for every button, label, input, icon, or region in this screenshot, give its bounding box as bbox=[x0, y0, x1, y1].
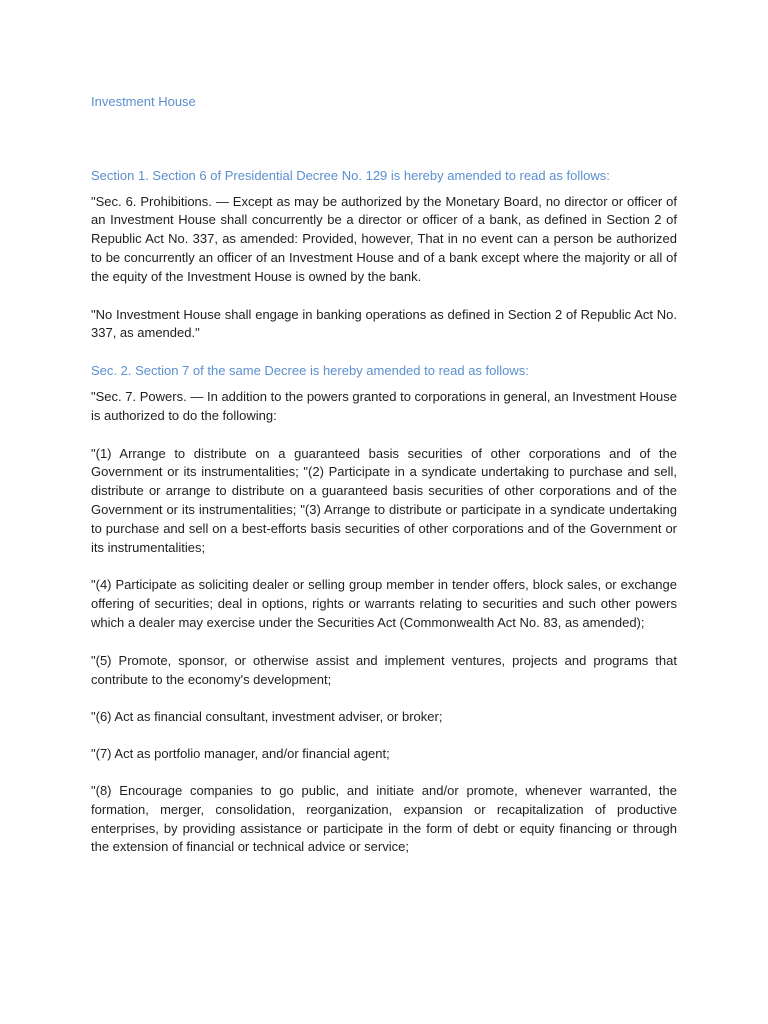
power-item-6: "(6) Act as financial consultant, investment adviser, or broker; bbox=[91, 709, 443, 725]
document-title: Investment House bbox=[91, 94, 196, 109]
sec-7-intro-paragraph: "Sec. 7. Powers. — In addition to the powers granted to corporations in general, an Investment House is authorized to do the following: bbox=[91, 388, 677, 423]
sec-6-paragraph-banking-operations: "No Investment House shall engage in banking operations as defined in Section 2 of Republic Act No. 337, as amended." bbox=[91, 306, 677, 341]
power-item-4: "(4) Participate as soliciting dealer or selling group member in tender offers, block sales, or exchange offering of securities; deal in options, rights or warrants relating to securities and such other powers which a dealer may exercise under the Securities Act (Commonwealth Act No. 83, as amended); bbox=[91, 577, 677, 630]
power-item-1-3: "(1) Arrange to distribute on a guaranteed basis securities of other corporations and of the Government or its instrumentalities; "(2) Participate in a syndicate undertaking to purchase and sell, distribute or arrange to distribute on a guaranteed basis securities of other corporations and of the Government or its instrumentalities; "(3) Arrange to distribute or participate in a syndicate undertaking to purchase and sell on a best-efforts basis securities of other corporations and of the Government or its instrumentalities; bbox=[91, 445, 677, 555]
document-page bbox=[91, 93, 677, 876]
section-1-heading: Section 1. Section 6 of Presidential Decree No. 129 is hereby amended to read as follows: bbox=[91, 167, 610, 183]
power-item-7: "(7) Act as portfolio manager, and/or financial agent; bbox=[91, 746, 390, 762]
section-2-heading: Sec. 2. Section 7 of the same Decree is hereby amended to read as follows: bbox=[91, 363, 529, 379]
sec-6-paragraph-prohibitions: "Sec. 6. Prohibitions. — Except as may be authorized by the Monetary Board, no director or officer of an Investment House shall concurrently be a director or officer of a bank, as defined in Section 2 of Republic Act No. 337, as amended: Provided, however, That in no event can a person be authorized to be concurrently an officer of an Investment House and of a bank except where the majority or all of the equity of the Investment House is owned by the bank. bbox=[91, 193, 677, 284]
power-item-5: "(5) Promote, sponsor, or otherwise assist and implement ventures, projects and programs that contribute to the economy's development; bbox=[91, 652, 677, 687]
power-item-8: "(8) Encourage companies to go public, and initiate and/or promote, whenever warranted, the formation, merger, consolidation, reorganization, expansion or recapitalization of productive enterprises, by providing assistance or participate in the form of debt or equity financing or through the extension of financial or technical advice or service; bbox=[91, 782, 677, 855]
